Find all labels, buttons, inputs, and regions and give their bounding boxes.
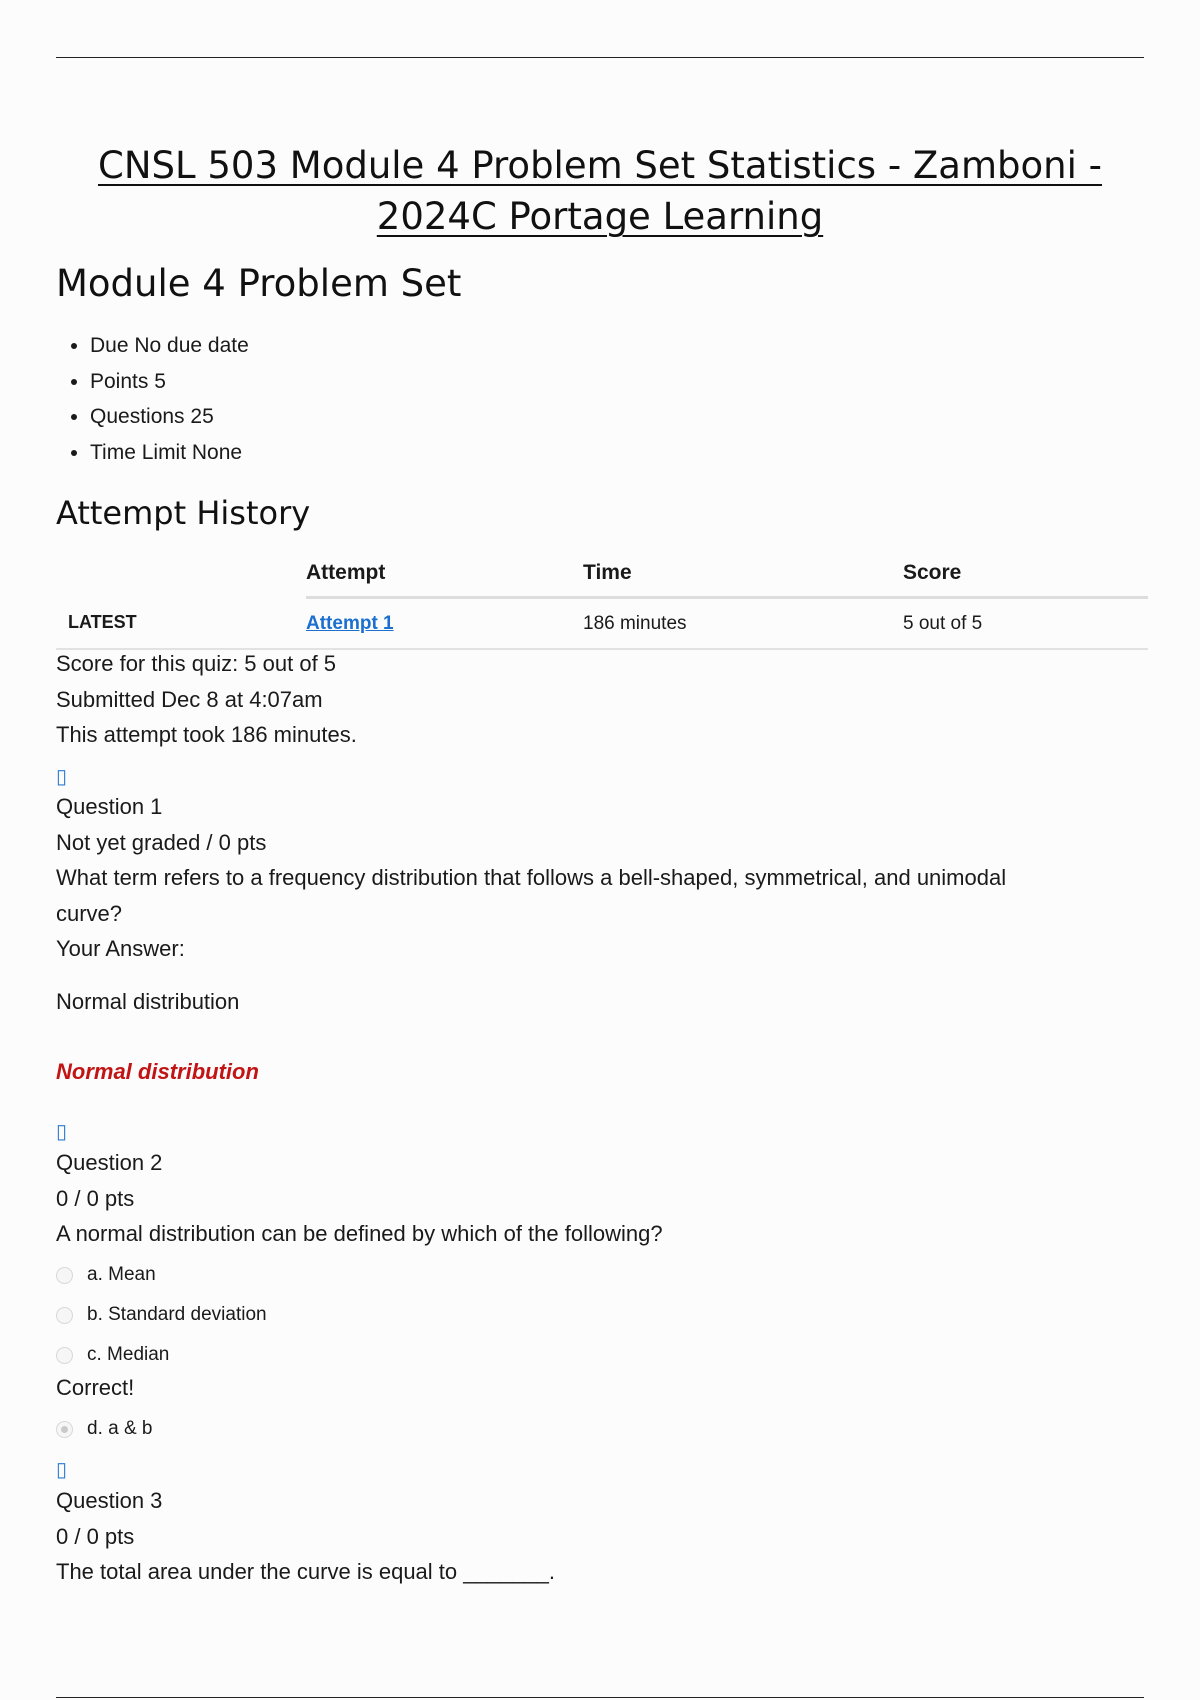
top-rule bbox=[56, 57, 1144, 58]
flag-question-1-icon[interactable]: ▯ bbox=[56, 766, 68, 788]
table-row bbox=[56, 598, 1148, 650]
quiz-score-text: Score for this quiz: 5 out of 5 bbox=[56, 651, 337, 676]
attempt-history-heading: Attempt History bbox=[56, 494, 311, 532]
bottom-rule bbox=[56, 1697, 1144, 1698]
correct-answer-text: Normal distribution bbox=[56, 1059, 259, 1084]
question-2-options bbox=[56, 1255, 267, 1375]
module-heading: Module 4 Problem Set bbox=[56, 262, 462, 305]
column-header-attempt: Attempt bbox=[306, 553, 583, 598]
detail-points: • Points 5 bbox=[90, 364, 249, 400]
attempt-link[interactable]: Attempt 1 bbox=[306, 612, 394, 634]
option-label: a. Mean bbox=[87, 1264, 156, 1285]
attempt-history-table bbox=[56, 553, 1148, 650]
question-points: 0 / 0 pts bbox=[56, 1523, 135, 1549]
score-cell: 5 out of 5 bbox=[903, 598, 1148, 650]
option-label: c. Median bbox=[87, 1344, 170, 1365]
document-title bbox=[56, 140, 1144, 242]
question-2 bbox=[56, 1122, 67, 1142]
radio-icon[interactable] bbox=[56, 1307, 73, 1324]
option-c[interactable] bbox=[56, 1335, 267, 1375]
attempt-cell bbox=[306, 598, 583, 650]
question-2-selected bbox=[56, 1409, 153, 1449]
column-header-score: Score bbox=[903, 553, 1148, 598]
question-text-cont: curve? bbox=[56, 900, 123, 926]
radio-selected-icon[interactable] bbox=[56, 1421, 73, 1438]
detail-time-limit: • Time Limit None bbox=[90, 435, 249, 471]
correct-feedback: Correct! bbox=[56, 1375, 135, 1400]
submitted-text: Submitted Dec 8 at 4:07am bbox=[56, 686, 323, 712]
question-2-body bbox=[56, 1145, 663, 1252]
detail-questions: • Questions 25 bbox=[90, 399, 249, 435]
question-title: Question 1 bbox=[56, 794, 163, 819]
radio-icon[interactable] bbox=[56, 1347, 73, 1364]
duration-text: This attempt took 186 minutes. bbox=[56, 722, 357, 747]
option-b[interactable] bbox=[56, 1295, 267, 1335]
table-header-row bbox=[56, 553, 1148, 598]
option-label: b. Standard deviation bbox=[87, 1304, 267, 1325]
question-text: The total area under the curve is equal to _______. bbox=[56, 1559, 556, 1584]
question-text: What term refers to a frequency distribution that follows a bell-shaped, symmetrical, and unimodal bbox=[56, 865, 1007, 890]
option-a[interactable] bbox=[56, 1255, 267, 1295]
quiz-details-list bbox=[56, 328, 249, 470]
your-answer-label: Your Answer: bbox=[56, 936, 185, 961]
question-1-body bbox=[56, 789, 1006, 967]
your-answer-text: Normal distribution bbox=[56, 989, 240, 1014]
question-title: Question 3 bbox=[56, 1488, 163, 1513]
question-1 bbox=[56, 767, 67, 787]
question-points: Not yet graded / 0 pts bbox=[56, 829, 267, 855]
time-cell: 186 minutes bbox=[583, 598, 903, 650]
option-d[interactable] bbox=[56, 1409, 153, 1449]
document-title-line-2: 2024C Portage Learning bbox=[376, 195, 824, 238]
detail-due: • Due No due date bbox=[90, 328, 249, 364]
question-text: A normal distribution can be defined by which of the following? bbox=[56, 1221, 663, 1246]
column-header-blank bbox=[56, 553, 306, 598]
question-title: Question 2 bbox=[56, 1150, 163, 1175]
quiz-summary bbox=[56, 646, 357, 753]
flag-question-2-icon[interactable]: ▯ bbox=[56, 1121, 68, 1143]
radio-icon[interactable] bbox=[56, 1267, 73, 1284]
option-label: d. a & b bbox=[87, 1418, 153, 1439]
document-title-line-1: CNSL 503 Module 4 Problem Set Statistics - Zamboni - bbox=[98, 144, 1102, 187]
question-3-body bbox=[56, 1483, 555, 1590]
column-header-time: Time bbox=[583, 553, 903, 598]
flag-question-3-icon[interactable]: ▯ bbox=[56, 1459, 68, 1481]
question-points: 0 / 0 pts bbox=[56, 1185, 135, 1211]
latest-tag: LATEST bbox=[56, 598, 306, 650]
question-3 bbox=[56, 1460, 67, 1480]
